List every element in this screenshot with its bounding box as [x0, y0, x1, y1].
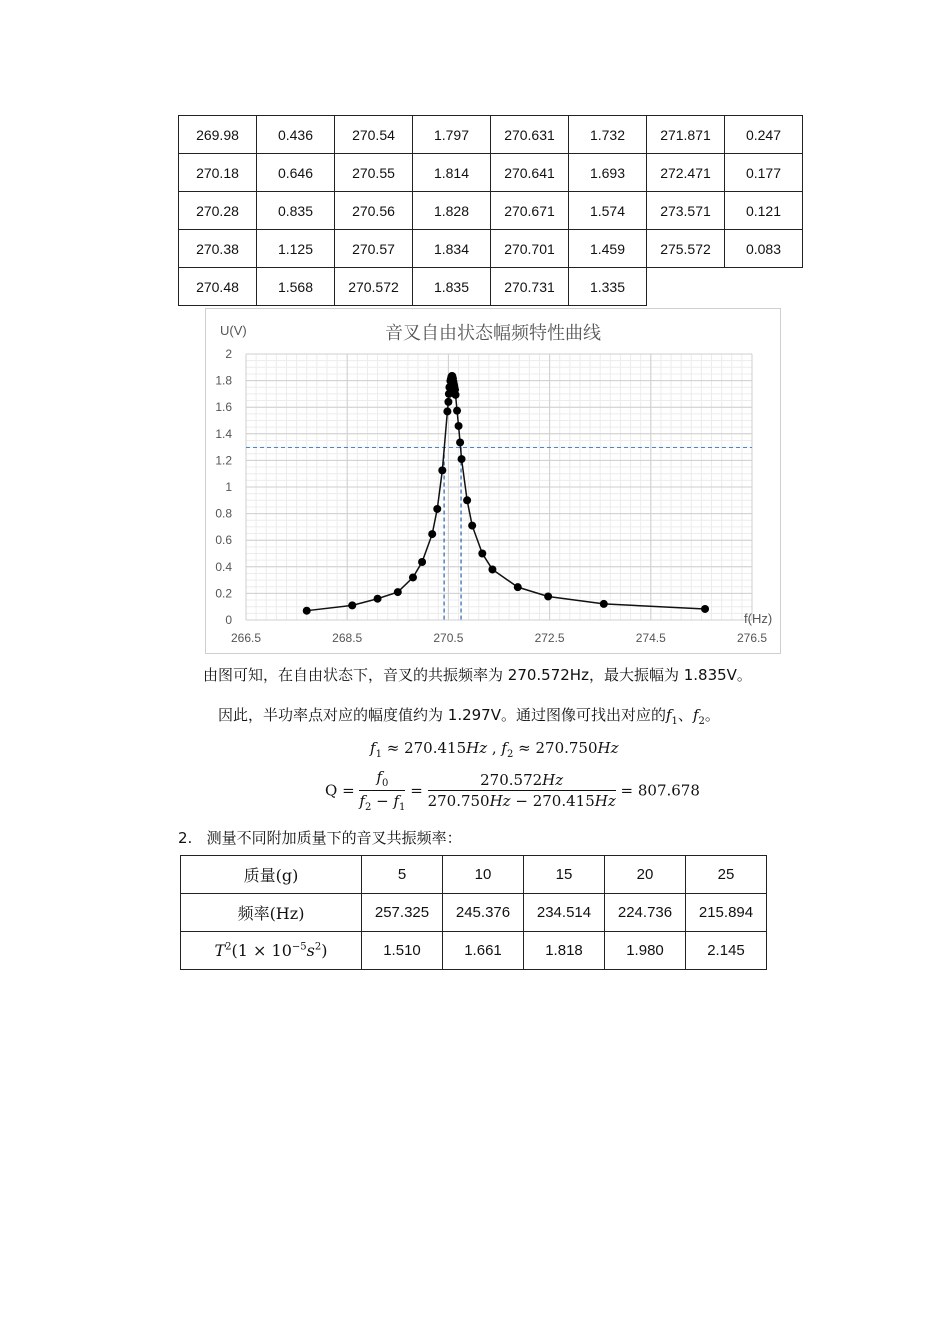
half-power-text: 因此，半功率点对应的幅度值约为 1.297V。通过图像可找出对应的 — [218, 706, 666, 724]
result-paragraph: 由图可知，在自由状态下，音叉的共振频率为 270.572Hz，最大振幅为 1.835V。 — [203, 666, 752, 684]
y-tick-label: 0.2 — [215, 586, 232, 601]
section-2-heading — [178, 827, 462, 848]
x-tick-label: 272.5 — [534, 631, 565, 645]
data-point — [348, 601, 356, 609]
x-axis-label: f(Hz) — [744, 611, 773, 626]
table-cell: 20 — [605, 856, 686, 894]
section-number: 2. — [178, 829, 193, 847]
table-cell: 1.980 — [605, 932, 686, 970]
table-cell — [647, 268, 725, 306]
f2-symbol: $f_2$ — [692, 706, 705, 727]
data-point — [433, 505, 441, 513]
table-cell: 5 — [362, 856, 443, 894]
frequency-header: 频率(Hz) — [181, 894, 362, 932]
y-tick-label: 1.8 — [215, 373, 232, 388]
table-cell: 1.797 — [413, 116, 491, 154]
data-point — [453, 407, 461, 415]
f2-value: 270.750 — [535, 739, 598, 757]
period: 。 — [704, 706, 720, 724]
data-point — [488, 565, 496, 573]
chart-title: 音叉自由状态幅频特性曲线 — [385, 323, 601, 344]
data-point — [452, 391, 460, 399]
data-point — [303, 607, 311, 615]
table-cell: 1.834 — [413, 230, 491, 268]
table-cell: 0.121 — [725, 192, 803, 230]
table-cell: 269.98 — [179, 116, 257, 154]
table-cell: 1.661 — [443, 932, 524, 970]
table-cell: 0.247 — [725, 116, 803, 154]
table-cell: 234.514 — [524, 894, 605, 932]
q-result: 807.678 — [637, 781, 700, 800]
mass-header: 质量(g) — [181, 856, 362, 894]
y-tick-label: 1 — [225, 480, 232, 494]
table-cell: 270.641 — [491, 154, 569, 192]
y-tick-label: 1.2 — [215, 453, 232, 468]
table-cell: 270.57 — [335, 230, 413, 268]
table-row — [179, 268, 803, 306]
x-tick-label: 266.5 — [230, 631, 262, 645]
half-power-paragraph — [218, 704, 720, 727]
table-cell: 2.145 — [686, 932, 767, 970]
section-title: 测量不同附加质量下的音叉共振频率： — [206, 829, 462, 847]
table-cell: 270.54 — [335, 116, 413, 154]
mass-frequency-table — [180, 855, 767, 970]
table-row — [179, 230, 803, 268]
table-cell: 270.572 — [335, 268, 413, 306]
table-cell: 1.818 — [524, 932, 605, 970]
table-cell: 1.732 — [569, 116, 647, 154]
table-cell: 270.56 — [335, 192, 413, 230]
table-cell: 272.471 — [647, 154, 725, 192]
table-cell: 0.177 — [725, 154, 803, 192]
data-point — [456, 438, 464, 446]
table-cell: 0.835 — [257, 192, 335, 230]
table-cell: 270.28 — [179, 192, 257, 230]
separator: 、 — [677, 706, 693, 724]
table-cell: 0.083 — [725, 230, 803, 268]
data-point — [514, 583, 522, 591]
table-row-mass — [181, 856, 767, 894]
equation-q-factor: Q = $\frac{f_0}{f_2 - f_1}$ = $\frac{270.572Hz}{270.750Hz - 270.415Hz}$ = 807.678 — [325, 768, 700, 813]
table-cell: 1.574 — [569, 192, 647, 230]
equation-f1-f2: $f_1 \approx 270.415Hz$ , $f_2 \approx 270.750Hz$ — [370, 739, 619, 760]
data-point — [600, 600, 608, 608]
table-cell: 257.325 — [362, 894, 443, 932]
table-cell: 273.571 — [647, 192, 725, 230]
table-cell: 270.731 — [491, 268, 569, 306]
data-point — [428, 530, 436, 538]
table-cell: 15 — [524, 856, 605, 894]
table-cell: 1.459 — [569, 230, 647, 268]
table-cell: 1.828 — [413, 192, 491, 230]
data-point — [463, 496, 471, 504]
data-point — [458, 455, 466, 463]
data-point — [478, 550, 486, 558]
table-cell: 25 — [686, 856, 767, 894]
table-cell: 270.701 — [491, 230, 569, 268]
f1-symbol: $f_1$ — [665, 706, 678, 727]
y-tick-label: 1.4 — [215, 426, 232, 441]
x-tick-label: 268.5 — [332, 631, 363, 645]
table-cell: 1.125 — [257, 230, 335, 268]
data-point — [394, 588, 402, 596]
table-cell: 1.568 — [257, 268, 335, 306]
table-cell: 224.736 — [605, 894, 686, 932]
resonance-data-table — [178, 115, 803, 306]
table-cell: 10 — [443, 856, 524, 894]
table-row-period-squared — [181, 932, 767, 970]
resonance-chart-svg — [206, 309, 780, 653]
y-tick-label: 2 — [225, 347, 232, 361]
table-row — [179, 154, 803, 192]
data-point — [418, 558, 426, 566]
table-row — [179, 192, 803, 230]
y-tick-label: 1.6 — [215, 400, 232, 415]
data-point — [468, 522, 476, 530]
data-point — [444, 398, 452, 406]
period-squared-header: $T^2(1 \times 10^{-5}s^2)$ — [181, 932, 362, 970]
table-cell: 1.814 — [413, 154, 491, 192]
table-cell: 270.55 — [335, 154, 413, 192]
y-tick-label: 0.4 — [215, 559, 232, 574]
table-cell: 270.18 — [179, 154, 257, 192]
table-cell: 270.631 — [491, 116, 569, 154]
x-tick-label: 276.5 — [736, 631, 768, 645]
table-cell: 245.376 — [443, 894, 524, 932]
table-row — [179, 116, 803, 154]
table-cell: 271.871 — [647, 116, 725, 154]
data-point — [374, 595, 382, 603]
table-cell: 0.646 — [257, 154, 335, 192]
table-cell: 270.38 — [179, 230, 257, 268]
table-cell: 0.436 — [257, 116, 335, 154]
table-cell: 1.835 — [413, 268, 491, 306]
resonance-chart — [205, 308, 781, 654]
q-fraction-1: $\frac{f_0}{f_2 - f_1}$ — [359, 768, 406, 813]
data-point — [544, 592, 552, 600]
data-point — [409, 573, 417, 581]
data-point — [438, 466, 446, 474]
y-tick-label: 0.6 — [215, 533, 232, 548]
y-tick-label: 0.8 — [215, 506, 232, 521]
f1-value: 270.415 — [404, 739, 467, 757]
table-cell: 1.510 — [362, 932, 443, 970]
table-cell: 1.693 — [569, 154, 647, 192]
q-fraction-2: $\frac{270.572Hz}{270.750Hz - 270.415Hz}$ — [427, 771, 616, 810]
table-cell: 1.335 — [569, 268, 647, 306]
table-row-frequency — [181, 894, 767, 932]
data-point — [455, 422, 463, 430]
data-point — [701, 605, 709, 613]
table-cell: 215.894 — [686, 894, 767, 932]
x-tick-label: 274.5 — [635, 631, 666, 645]
x-tick-label: 270.5 — [433, 631, 464, 645]
table-cell: 270.671 — [491, 192, 569, 230]
table-cell: 270.48 — [179, 268, 257, 306]
table-cell — [725, 268, 803, 306]
table-cell: 275.572 — [647, 230, 725, 268]
y-tick-label: 0 — [225, 613, 232, 627]
y-axis-label: U(V) — [220, 323, 247, 338]
data-point — [443, 407, 451, 415]
